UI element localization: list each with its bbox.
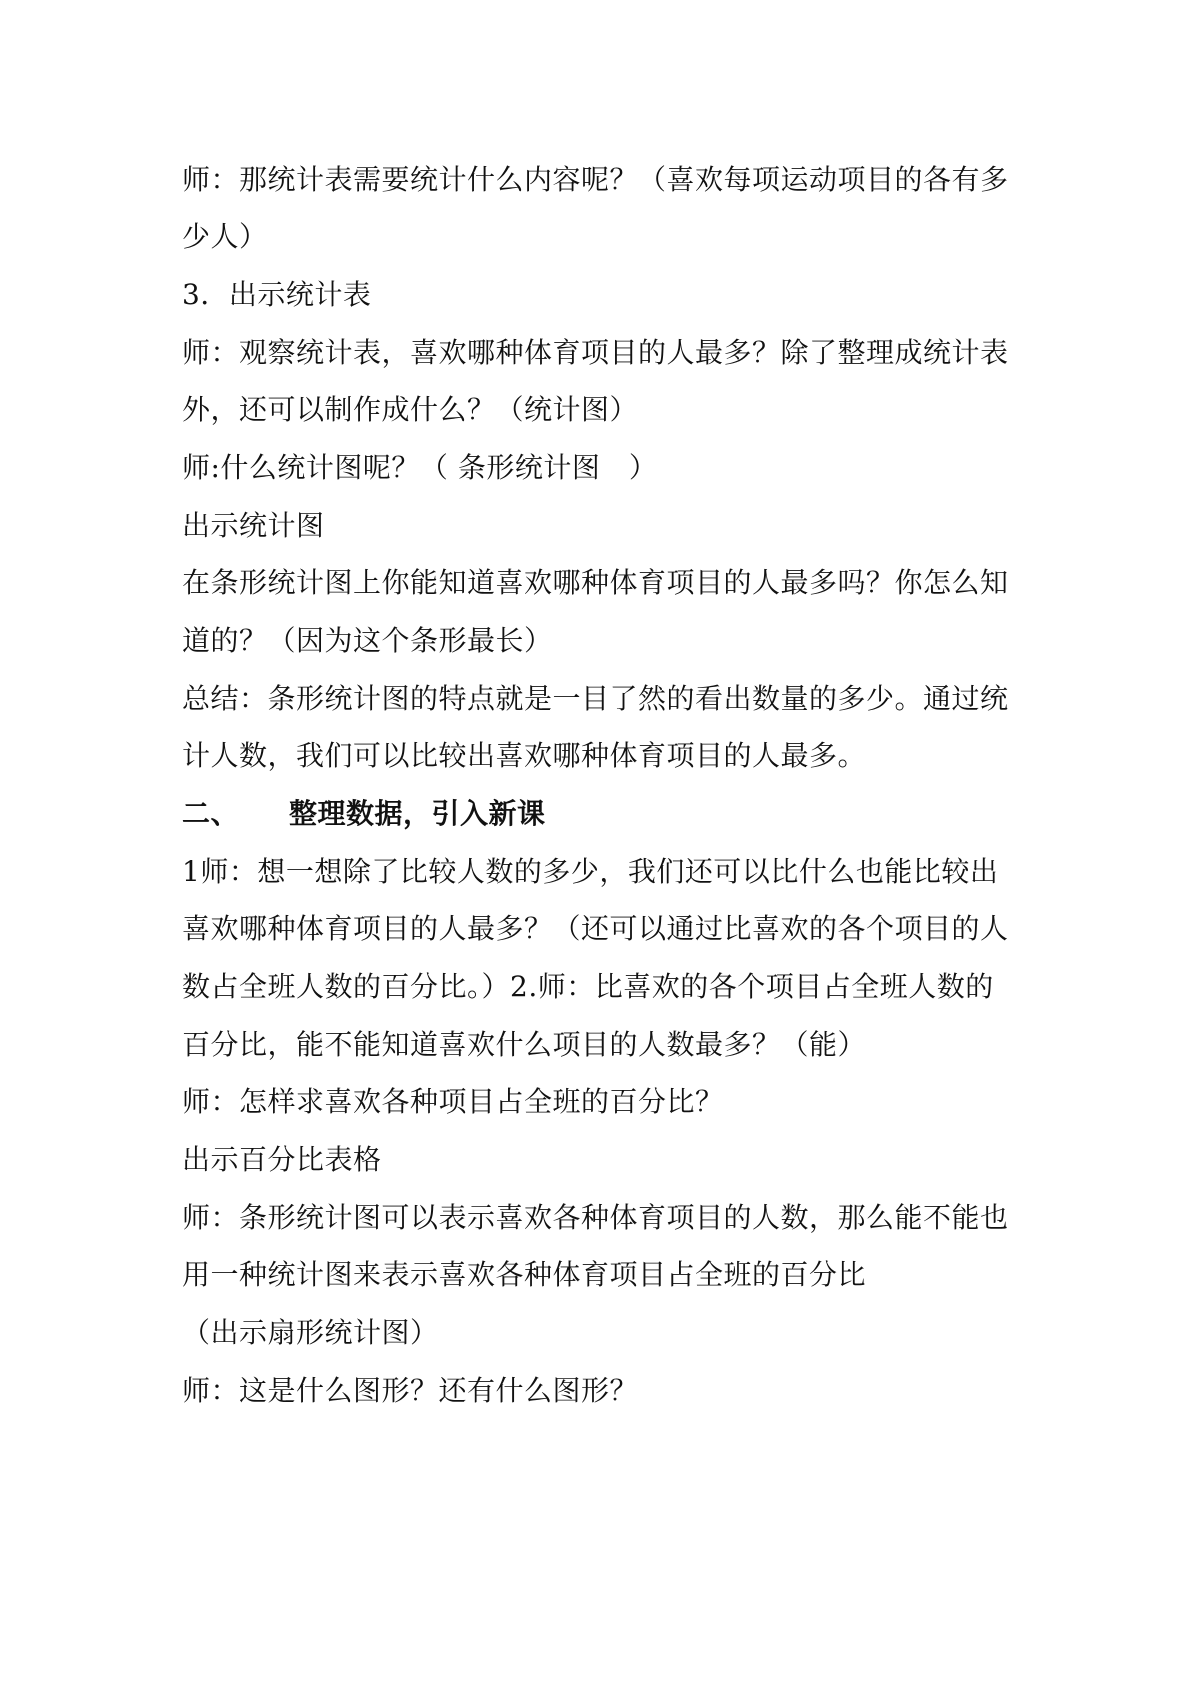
paragraph-line: 在条形统计图上你能知道喜欢哪种体育项目的人最多吗？你怎么知 (182, 566, 1009, 599)
paragraph-line: 少人） (182, 220, 268, 253)
section-title: 整理数据，引入新课 (289, 797, 546, 830)
paragraph-line: 总结：条形统计图的特点就是一目了然的看出数量的多少。通过统 (182, 682, 1009, 715)
paragraph-line: 师:什么统计图呢？（ 条形统计图 ） (182, 451, 658, 484)
paragraph-line: （出示扇形统计图） (182, 1316, 439, 1349)
section-heading (182, 797, 546, 831)
section-number: 二、 (182, 797, 240, 830)
paragraph-line: 出示百分比表格 (182, 1143, 382, 1176)
paragraph-line: 师：观察统计表，喜欢哪种体育项目的人最多？除了整理成统计表 (182, 336, 1009, 369)
paragraph-line: 外，还可以制作成什么？（统计图） (182, 393, 639, 426)
paragraph-line: 数占全班人数的百分比。）2.师：比喜欢的各个项目占全班人数的 (182, 970, 994, 1003)
paragraph-line: 师：那统计表需要统计什么内容呢？（喜欢每项运动项目的各有多 (182, 163, 1009, 196)
paragraph-line: 计人数，我们可以比较出喜欢哪种体育项目的人最多。 (182, 739, 867, 772)
paragraph-line: 师：怎样求喜欢各种项目占全班的百分比？ (182, 1085, 724, 1118)
paragraph-line: 百分比，能不能知道喜欢什么项目的人数最多？（能） (182, 1028, 867, 1061)
paragraph-line: 道的？（因为这个条形最长） (182, 624, 553, 657)
paragraph-line: 喜欢哪种体育项目的人最多？（还可以通过比喜欢的各个项目的人 (182, 912, 1009, 945)
paragraph-line: 师：这是什么图形？还有什么图形？ (182, 1374, 639, 1407)
paragraph-line: 出示统计图 (182, 509, 325, 542)
paragraph-line: 1师：想一想除了比较人数的多少，我们还可以比什么也能比较出 (182, 855, 999, 888)
paragraph-line: 3．出示统计表 (182, 278, 372, 311)
paragraph-line: 用一种统计图来表示喜欢各种体育项目占全班的百分比 (182, 1258, 867, 1291)
paragraph-line: 师：条形统计图可以表示喜欢各种体育项目的人数，那么能不能也 (182, 1201, 1009, 1234)
